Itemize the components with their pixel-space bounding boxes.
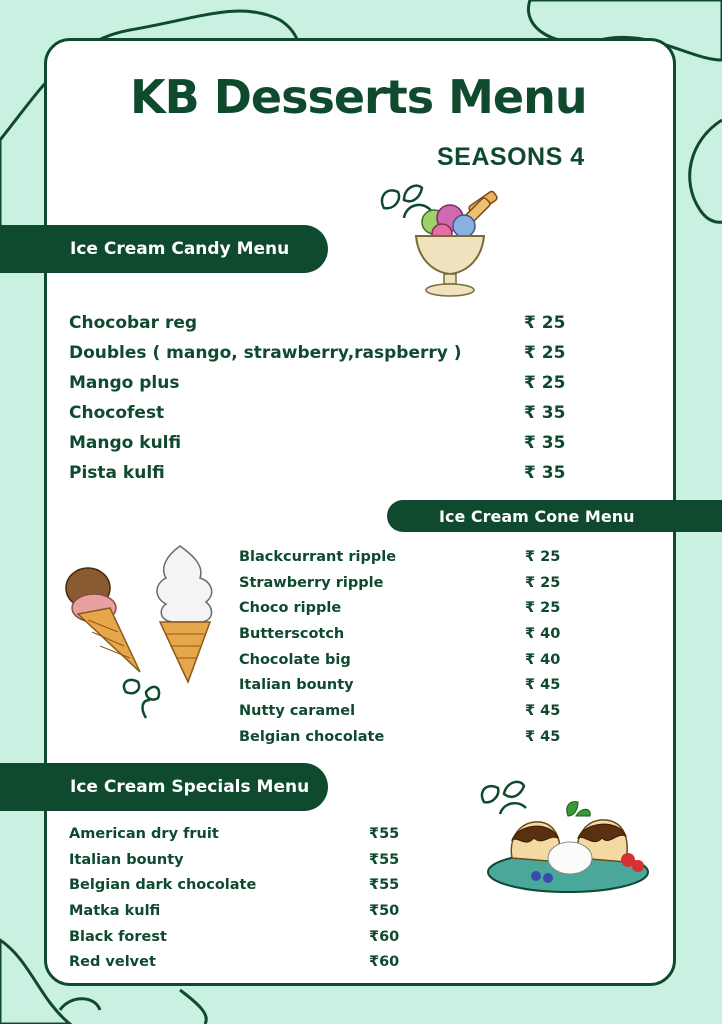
- list-item: [69, 950, 449, 976]
- blob-bottom: [60, 990, 206, 1024]
- list-item: [69, 873, 449, 899]
- list-item: [239, 622, 599, 648]
- item-price: ₹ 25: [524, 343, 566, 363]
- item-name: Choco ripple: [239, 600, 342, 617]
- item-name: Chocobar reg: [69, 313, 198, 333]
- item-name: Blackcurrant ripple: [239, 549, 397, 565]
- item-name: Doubles ( mango, strawberry,raspberry ): [69, 343, 462, 363]
- item-name: Belgian dark chocolate: [69, 877, 257, 894]
- list-item: [69, 338, 589, 368]
- list-item: [239, 545, 599, 571]
- item-name: Italian bounty: [69, 851, 184, 868]
- item-price: ₹ 35: [524, 463, 566, 483]
- item-price: ₹ 45: [525, 677, 561, 694]
- item-price: ₹ 25: [525, 549, 561, 565]
- item-price: ₹ 45: [525, 728, 561, 745]
- list-item: [69, 822, 449, 848]
- list-item: [239, 725, 599, 751]
- item-name: Pista kulfi: [69, 463, 165, 483]
- list-item: [239, 673, 599, 699]
- list-item: [69, 925, 449, 951]
- item-name: Black forest: [69, 928, 167, 945]
- item-price: ₹50: [369, 903, 400, 920]
- candy-menu-list: [69, 308, 589, 488]
- item-name: Mango plus: [69, 373, 180, 393]
- item-name: Nutty caramel: [239, 703, 356, 720]
- item-name: Chocofest: [69, 403, 165, 423]
- cone-menu-banner: [387, 500, 722, 532]
- list-item: [239, 571, 599, 597]
- item-name: Mango kulfi: [69, 433, 182, 453]
- item-price: ₹55: [369, 826, 400, 842]
- page-subtitle: SEASONS 4: [437, 143, 585, 171]
- item-price: ₹ 25: [525, 600, 561, 617]
- list-item: [69, 398, 589, 428]
- item-name: Butterscotch: [239, 626, 345, 643]
- list-item: [69, 368, 589, 398]
- blob-right: [690, 120, 722, 222]
- cone-menu-heading: Ice Cream Cone Menu: [439, 506, 635, 526]
- item-name: Red velvet: [69, 954, 156, 971]
- specials-menu-heading: Ice Cream Specials Menu: [70, 777, 310, 797]
- list-item: [69, 458, 589, 488]
- list-item: [69, 899, 449, 925]
- specials-menu-list: [69, 822, 449, 976]
- specials-menu-banner: [0, 763, 328, 811]
- dessert-plate-icon: [478, 776, 654, 900]
- sundae-cup-icon: [376, 178, 508, 300]
- list-item: [69, 308, 589, 338]
- cone-menu-list: [239, 545, 599, 751]
- candy-menu-banner: [0, 225, 328, 273]
- item-price: ₹ 40: [525, 626, 561, 643]
- list-item: [239, 596, 599, 622]
- item-name: Matka kulfi: [69, 903, 161, 920]
- list-item: [239, 699, 599, 725]
- item-name: American dry fruit: [69, 826, 219, 842]
- list-item: [69, 428, 589, 458]
- candy-menu-heading: Ice Cream Candy Menu: [70, 239, 290, 259]
- item-price: ₹ 25: [524, 313, 566, 333]
- item-price: ₹ 35: [524, 433, 566, 453]
- item-price: ₹ 45: [525, 703, 561, 720]
- item-price: ₹55: [369, 877, 400, 894]
- item-price: ₹ 35: [524, 403, 566, 423]
- item-name: Belgian chocolate: [239, 728, 385, 745]
- item-name: Italian bounty: [239, 677, 354, 694]
- item-price: ₹ 25: [524, 373, 566, 393]
- ice-cream-cones-icon: [62, 542, 222, 724]
- item-name: Strawberry ripple: [239, 574, 384, 591]
- item-price: ₹55: [369, 851, 400, 868]
- page-title: KB Desserts Menu: [130, 70, 587, 124]
- item-name: Chocolate big: [239, 651, 351, 668]
- list-item: [239, 648, 599, 674]
- item-price: ₹60: [369, 954, 400, 971]
- item-price: ₹ 40: [525, 651, 561, 668]
- item-price: ₹60: [369, 928, 400, 945]
- item-price: ₹ 25: [525, 574, 561, 591]
- list-item: [69, 848, 449, 874]
